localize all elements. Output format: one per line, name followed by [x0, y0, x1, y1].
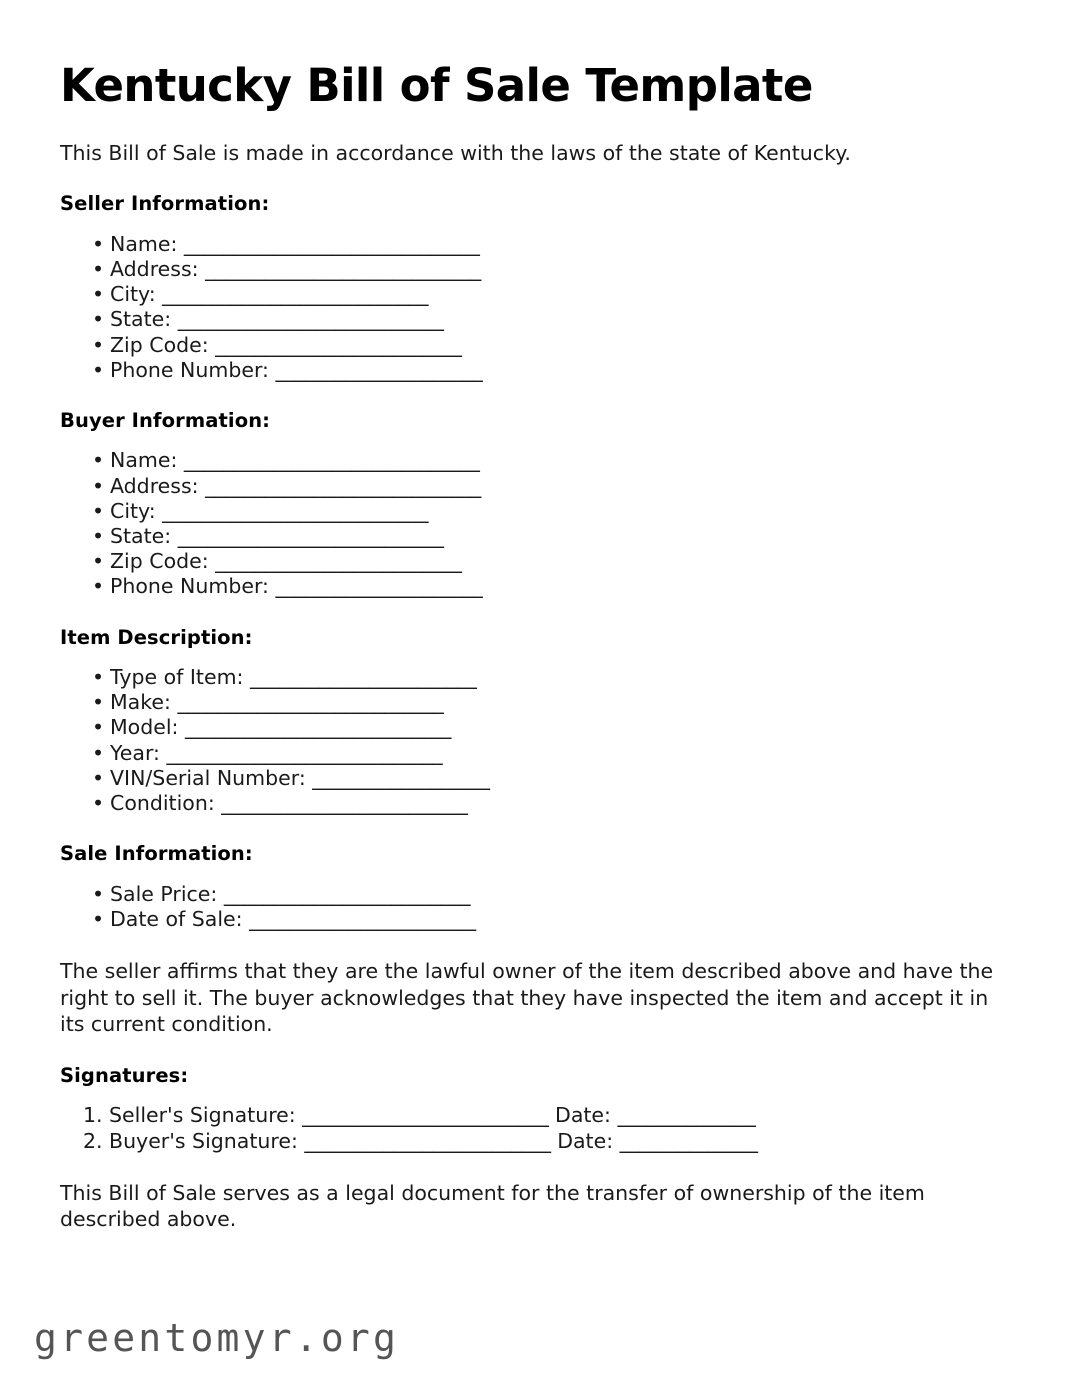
list-item: [60, 499, 1015, 524]
field-label: Name:: [110, 231, 178, 256]
field-label: Address:: [110, 256, 199, 281]
field-label: Zip Code:: [110, 549, 209, 574]
field-blank[interactable]: ___________________________: [177, 690, 444, 715]
field-blank[interactable]: ____________________________: [205, 473, 481, 498]
field-blank[interactable]: _____________________: [275, 357, 483, 382]
page-title: Kentucky Bill of Sale Template: [60, 59, 813, 112]
list-item: [60, 882, 1015, 907]
field-label: City:: [110, 498, 156, 523]
field-label: Model:: [110, 715, 179, 740]
field-label: Type of Item:: [110, 665, 244, 689]
field-label: Condition:: [110, 791, 215, 816]
list-item: [60, 524, 1015, 549]
field-blank[interactable]: ___________________________: [162, 282, 429, 307]
field-blank[interactable]: _________________________: [223, 881, 471, 906]
list-item: [60, 907, 1015, 932]
field-label: State:: [110, 524, 172, 548]
signature-rows: [60, 1103, 1015, 1153]
seller-information-heading: Seller Information:: [60, 192, 270, 216]
sale-information-fields: [60, 882, 1015, 932]
field-blank[interactable]: ______________________________: [183, 448, 480, 473]
signature-label: Buyer's Signature:: [109, 1128, 298, 1153]
list-item: [60, 715, 1015, 740]
field-label: State:: [110, 307, 172, 332]
date-label: Date:: [557, 1128, 614, 1153]
list-item: [60, 232, 1015, 257]
list-item: [60, 282, 1015, 307]
document-body: [60, 60, 1015, 1259]
field-blank[interactable]: _______________________: [249, 906, 476, 931]
list-item: [60, 574, 1015, 599]
signature-blank[interactable]: _________________________: [304, 1128, 551, 1153]
list-item: [60, 690, 1015, 715]
sale-information-heading: Sale Information:: [60, 842, 253, 866]
field-blank[interactable]: ___________________________: [177, 307, 444, 332]
field-label: City:: [110, 282, 156, 307]
list-item: [60, 333, 1015, 358]
date-blank[interactable]: ______________: [617, 1103, 756, 1128]
intro-paragraph: This Bill of Sale is made in accordance with the laws of the state of Kentucky.: [60, 140, 851, 165]
list-item: [60, 1103, 1015, 1128]
field-blank[interactable]: ____________________________: [205, 256, 481, 281]
item-description-fields: [60, 665, 1015, 816]
buyer-information-heading: Buyer Information:: [60, 409, 271, 432]
field-blank[interactable]: __________________: [312, 765, 490, 790]
date-blank[interactable]: ______________: [619, 1128, 758, 1153]
list-item: [60, 474, 1015, 499]
list-item: [60, 1129, 1015, 1154]
field-blank[interactable]: ______________________________: [183, 231, 480, 256]
field-label: Date of Sale:: [110, 906, 243, 931]
list-item: [60, 665, 1015, 690]
site-watermark: greentomyr.org: [34, 1316, 400, 1360]
field-label: Make:: [110, 690, 171, 715]
field-blank[interactable]: _____________________: [275, 574, 483, 599]
list-item: [60, 358, 1015, 383]
field-blank[interactable]: ___________________________: [162, 498, 429, 523]
field-label: Phone Number:: [110, 574, 269, 599]
field-blank[interactable]: ___________________________: [177, 524, 444, 548]
field-label: Name:: [110, 448, 178, 473]
list-item: [60, 448, 1015, 473]
signature-blank[interactable]: _________________________: [302, 1103, 549, 1128]
field-label: Year:: [110, 740, 160, 765]
closing-paragraph: This Bill of Sale serves as a legal document for the transfer of ownership of the item described above.: [60, 1180, 925, 1232]
item-description-heading: Item Description:: [60, 625, 253, 649]
field-label: Zip Code:: [110, 332, 209, 357]
signatures-heading: Signatures:: [60, 1063, 189, 1087]
list-item: [60, 549, 1015, 574]
buyer-information-fields: [60, 448, 1015, 599]
field-blank[interactable]: _________________________: [221, 791, 468, 816]
list-item: [60, 741, 1015, 766]
field-blank[interactable]: ___________________________: [185, 715, 451, 740]
list-item: [60, 257, 1015, 282]
field-blank[interactable]: ____________________________: [166, 740, 443, 765]
field-label: VIN/Serial Number:: [110, 765, 306, 790]
field-label: Address:: [110, 473, 199, 498]
list-item: [60, 307, 1015, 332]
field-label: Sale Price:: [110, 881, 218, 906]
field-blank[interactable]: _______________________: [249, 665, 477, 689]
field-blank[interactable]: _________________________: [215, 549, 462, 574]
list-item: [60, 766, 1015, 791]
field-label: Phone Number:: [110, 357, 269, 382]
affirmation-paragraph: The seller affirms that they are the lawful owner of the item described above and have the right to sell it. The buyer acknowledges that they have inspected the item and accept it in its current condition.: [60, 959, 994, 1037]
seller-information-fields: [60, 232, 1015, 383]
signature-label: Seller's Signature:: [109, 1103, 296, 1128]
field-blank[interactable]: _________________________: [215, 332, 462, 357]
date-label: Date:: [555, 1103, 611, 1128]
list-item: [60, 791, 1015, 816]
